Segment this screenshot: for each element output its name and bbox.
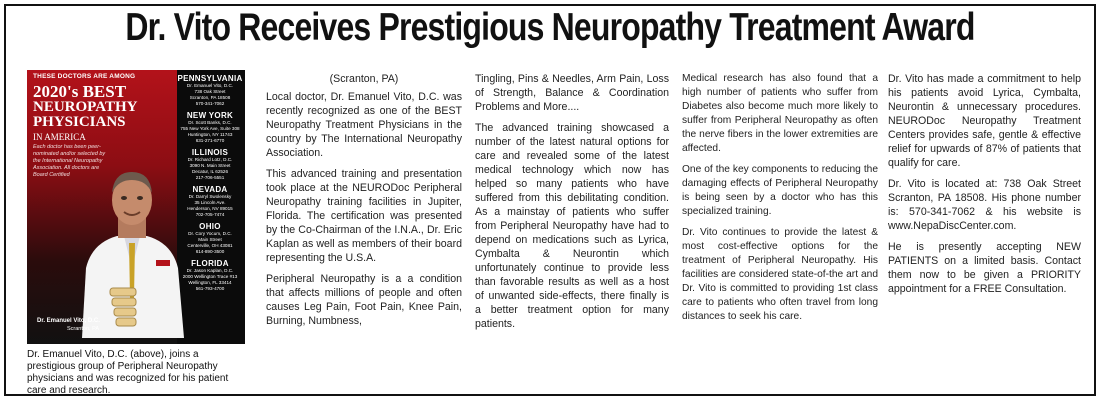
state-line: Dr. Scott Banks, D.C. — [188, 120, 232, 125]
ad-doctor-location: Scranton, PA — [67, 326, 99, 332]
ad-title-sub: IN AMERICA — [33, 132, 86, 142]
state-listing — [177, 74, 243, 107]
state-line: Henderson, NV 89015 — [187, 206, 233, 211]
article-column-4 — [888, 72, 1081, 303]
state-listing — [177, 185, 243, 218]
state-name: OHIO — [199, 222, 221, 231]
state-line: 614-890-3500 — [195, 249, 225, 254]
state-line: 702-705-7474 — [195, 212, 225, 217]
state-name: NEVADA — [192, 185, 228, 194]
state-line: 3090 N. Main Street — [189, 163, 231, 168]
paragraph: Peripheral Neuropathy is a a condition that affects millions of people and often causes Leg Pain, Foot Pain, Knee Pain, Burning, Numbness, — [266, 273, 462, 327]
photo-caption: Dr. Emanuel Vito, D.C. (above), joins a prestigious group of Peripheral Neuropathy physicians and was recognized for his patient care and research. — [27, 349, 229, 396]
article-column-3 — [682, 72, 878, 331]
article-column-2 — [475, 72, 669, 338]
state-listing — [177, 222, 243, 255]
ad-small-text: Each doctor has been peer-nominated and/or selected by the International Neuropathy Association. All doctors are Board Certified — [33, 144, 106, 178]
state-line: 217-706-5551 — [195, 175, 225, 180]
paragraph: Dr. Vito has made a commitment to help his patients avoid Lyrica, Cymbalta, Neurontin & unnecessary procedures. NEURODoc Neuropathy Treatment Centers provides safe, gentle & effective relief for upwards of 87% of patients that qualify for care. — [888, 73, 1081, 169]
headline: Dr. Vito Receives Prestigious Neuropathy Treatment Award — [125, 6, 975, 49]
state-line: Decatur, IL 62526 — [191, 169, 229, 174]
paragraph: The advanced training showcased a number of the latest natural options for care and revealed some of the latest medical technology which now has helped so many patients who have suffered from this debilitating condition. As a mainstay of patients who suffer from Peripheral Neuropathy have had to depend on medications such as Lyrica, Cymbalta & Neurontin which unfortunately continue to provide less than favorable results as well as a host of unwanted side-effects, there finally is a better treatment option for many patients. — [475, 122, 669, 330]
paragraph: Dr. Vito is located at: 738 Oak Street Scranton, PA 18508. His phone number is: 570-341-7062 & his website is www.NepaDiscCenter.com. — [888, 178, 1081, 232]
state-line: Dr. Jason Kaplan, D.C. — [186, 268, 234, 273]
state-line: 738 Oak Street — [194, 89, 226, 94]
paragraph: Local doctor, Dr. Emanuel Vito, D.C. was recently recognized as one of the BEST Neuropathy Treatment Physicians in the country by The International Neuropathy Association. — [266, 91, 462, 159]
state-name: NEW YORK — [186, 111, 234, 120]
ad-state-listings — [177, 74, 243, 296]
state-line: Main Street — [198, 237, 222, 242]
ad-doctor-name: Dr. Emanuel Vito, D.C. — [37, 318, 100, 324]
state-name: ILLINOIS — [191, 148, 229, 157]
state-line: 755 New York Ave, Suite 308 — [180, 126, 240, 131]
state-line: Wellington, FL 33414 — [188, 280, 232, 285]
ad-top-strip: THESE DOCTORS ARE AMONG — [33, 73, 136, 80]
state-line: Centerville, OH 43081 — [187, 243, 233, 248]
state-line: 2000 Wellington Trace #13 — [182, 274, 238, 279]
state-name: PENNSYLVANIA — [177, 74, 243, 83]
paragraph: This advanced training and presentation took place at the NEURODoc Peripheral Neuropathy training facilities in Jupiter, Florida. The certification was presented by the Co-Chairman of the I.N.A., Dr. Eric Kaplan as well as members of their board representing the U.S.A. — [266, 168, 462, 264]
state-line: 631-271-6770 — [195, 138, 225, 143]
state-listing — [177, 148, 243, 181]
doctor-photo — [72, 148, 192, 338]
state-listing — [177, 259, 243, 292]
paragraph: One of the key components to reducing the damaging effects of Peripheral Neuropathy is being seen by a doctor who has this specialized training. — [682, 164, 878, 217]
paragraph: Tingling, Pins & Needles, Arm Pain, Loss of Strength, Balance & Coordination Problems and More.... — [475, 73, 669, 113]
dateline: (Scranton, PA) — [329, 73, 399, 85]
state-listing — [177, 111, 243, 144]
ad-title-year: 2020's BEST — [33, 82, 127, 101]
state-name: FLORIDA — [191, 259, 229, 268]
ad-title-main: NEUROPATHY PHYSICIANS — [33, 99, 137, 130]
state-line: 570-341-7062 — [195, 101, 225, 106]
state-line: Dr. Richard Lotz, D.C. — [187, 157, 233, 162]
state-line: 35 Lincoln Ave. — [194, 200, 226, 205]
article-column-1 — [266, 72, 462, 335]
state-line: Scranton, PA 18508 — [189, 95, 231, 100]
paragraph: Dr. Vito continues to provide the latest & most cost-effective options for the treatment of Peripheral Neuropathy. His facilities are considered state-of-the art and Dr. Vito is committed to providing 1st class care to patients who often travel from long distances to seek his care. — [682, 227, 878, 322]
paragraph: He is presently accepting NEW PATIENTS on a limited basis. Contact them now to be given a PRIORITY appointment for a FREE Consultation. — [888, 241, 1081, 295]
state-line: Huntington, NY 11743 — [187, 132, 233, 137]
paragraph: Medical research has also found that a high number of patients who suffer from Diabetes also become much more likely to suffer from Peripheral Neuropathy as often the nerve fibers in the lower extremities are affected. — [682, 73, 878, 154]
award-advertisement — [27, 70, 245, 344]
state-line: 561-793-4700 — [195, 286, 225, 291]
state-line: Dr. Darryl Swolensky — [188, 194, 232, 199]
state-line: Dr. Cory Yocum, D.C. — [188, 231, 232, 236]
state-line: Dr. Emanuel Vito, D.C. — [186, 83, 234, 88]
